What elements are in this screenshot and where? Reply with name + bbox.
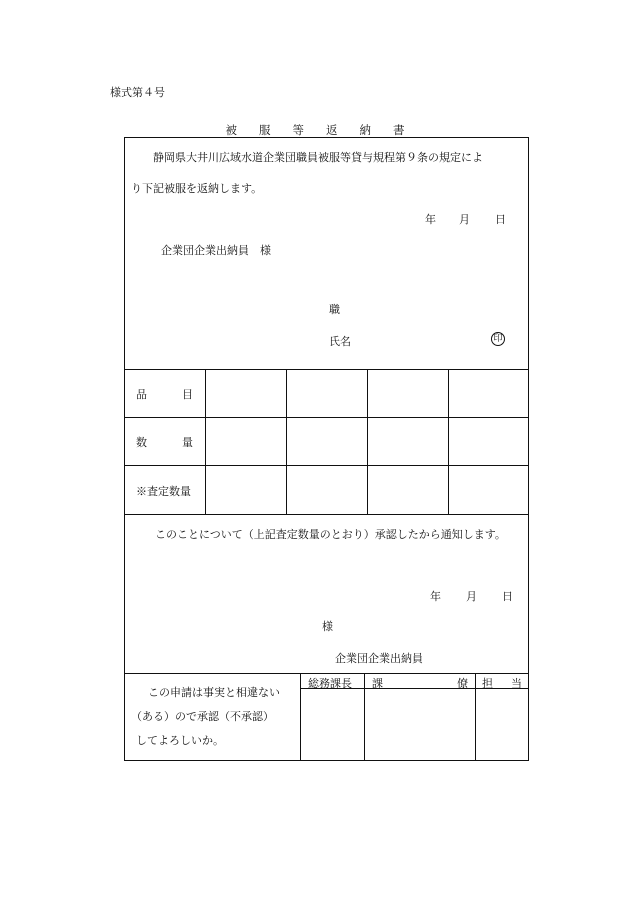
row-label-item xyxy=(136,386,193,402)
table-cell[interactable] xyxy=(206,418,286,465)
table-cell[interactable] xyxy=(206,370,286,417)
form-number: 様式第４号 xyxy=(110,86,165,99)
approval-date-year: 年 xyxy=(430,590,441,603)
title-char: 書 xyxy=(393,123,405,137)
table-cell[interactable] xyxy=(206,466,286,514)
position-label: 職 xyxy=(329,303,340,316)
review-text-line2: （ある）ので承認（不承認） xyxy=(131,710,274,723)
request-text-line1: 静岡県大井川広域水道企業団職員被服等貸与規程第９条の規定によ xyxy=(153,151,483,164)
header-staff-b: 当 xyxy=(511,677,522,690)
date-month: 月 xyxy=(459,213,470,226)
seal-cell-section[interactable] xyxy=(365,689,475,760)
row-label-char: 品 xyxy=(136,388,147,401)
row-label-assessed-quantity: ※査定数量 xyxy=(136,485,191,498)
seal-mark: 印 xyxy=(491,332,505,346)
row-label-char: 目 xyxy=(182,388,193,401)
header-section-b: 僚 xyxy=(457,677,468,690)
table-cell[interactable] xyxy=(449,418,528,465)
title-char: 納 xyxy=(359,123,371,137)
header-general-affairs-chief: 総務課長 xyxy=(308,677,352,690)
date-year: 年 xyxy=(425,213,436,226)
divider xyxy=(124,514,529,515)
name-label: 氏名 xyxy=(329,335,351,348)
recipient-suffix: 様 xyxy=(322,620,333,633)
approval-date-day: 日 xyxy=(502,590,513,603)
header-section-a: 課 xyxy=(372,677,383,690)
divider xyxy=(124,673,529,674)
table-cell[interactable] xyxy=(287,370,367,417)
table-cell[interactable] xyxy=(287,466,367,514)
row-label-char: 量 xyxy=(182,436,193,449)
title-char: 服 xyxy=(259,123,271,137)
request-text-line2: り下記被服を返納します。 xyxy=(131,182,263,195)
seal-cell-staff[interactable] xyxy=(476,689,528,760)
addressee: 企業団企業出納員 様 xyxy=(161,244,271,257)
review-text-line1: この申請は事実と相違ない xyxy=(148,686,280,699)
issuer: 企業団企業出納員 xyxy=(335,652,423,665)
review-text-line3: してよろしいか。 xyxy=(136,734,224,747)
title-char: 被 xyxy=(225,123,237,137)
table-cell[interactable] xyxy=(368,370,448,417)
title-char: 等 xyxy=(292,123,304,137)
document-title xyxy=(0,122,630,138)
table-cell[interactable] xyxy=(368,418,448,465)
table-cell[interactable] xyxy=(449,370,528,417)
header-staff-a: 担 xyxy=(482,677,493,690)
table-cell[interactable] xyxy=(368,466,448,514)
table-cell[interactable] xyxy=(449,466,528,514)
approval-date-month: 月 xyxy=(466,590,477,603)
title-char: 返 xyxy=(326,123,338,137)
table-cell[interactable] xyxy=(287,418,367,465)
row-label-char: 数 xyxy=(136,436,147,449)
approval-notice: このことについて（上記査定数量のとおり）承認したから通知します。 xyxy=(155,528,506,541)
row-label-quantity xyxy=(136,434,193,450)
seal-cell-chief[interactable] xyxy=(301,689,364,760)
date-day: 日 xyxy=(495,213,506,226)
